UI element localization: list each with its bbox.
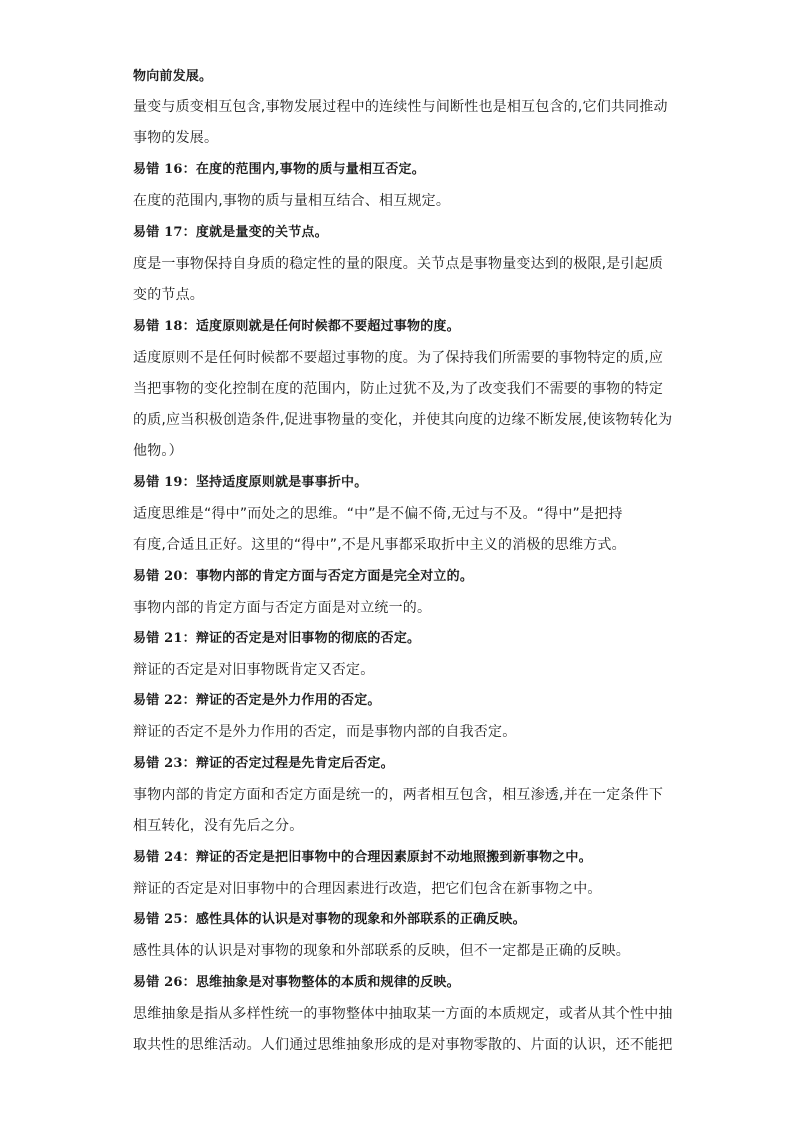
error-heading: 易错 19：坚持适度原则就是事事折中。 xyxy=(133,475,368,490)
error-heading: 易错 16：在度的范围内,事物的质与量相互否定。 xyxy=(133,162,425,177)
error-heading: 易错 22：辩证的否定是外力作用的否定。 xyxy=(133,693,381,708)
text-line: 在度的范围内,事物的质与量相互结合、相互规定。 xyxy=(133,193,451,209)
error-heading: 易错 18：适度原则就是任何时候都不要超过事物的度。 xyxy=(133,319,460,334)
error-heading: 易错 17：度就是量变的关节点。 xyxy=(133,225,328,240)
text-line: 事物内部的肯定方面与否定方面是对立统一的。 xyxy=(133,600,432,616)
text-line: 辩证的否定是对旧事物既肯定又否定。 xyxy=(133,662,375,678)
text-line: 量变与质变相互包含,事物发展过程中的连续性与间断性也是相互包含的,它们共同推动 xyxy=(133,99,668,115)
error-heading: 易错 25：感性具体的认识是对事物的现象和外部联系的正确反映。 xyxy=(133,912,526,927)
error-heading: 易错 21：辩证的否定是对旧事物的彻底的否定。 xyxy=(133,631,421,646)
text-line: 辩证的否定不是外力作用的否定，而是事物内部的自我否定。 xyxy=(133,724,517,740)
text-line: 取共性的思维活动。人们通过思维抽象形成的是对事物零散的、片面的认识，还不能把 xyxy=(133,1037,673,1053)
error-heading: 易错 26：思维抽象是对事物整体的本质和规律的反映。 xyxy=(133,975,460,990)
text-line: 的质,应当积极创造条件,促进事物量的变化，并使其向度的边缘不断发展,使该物转化为 xyxy=(133,412,673,428)
text-line: 有度,合适且正好。这里的“得中”,不是凡事都采取折中主义的消极的思维方式。 xyxy=(133,537,626,553)
error-heading: 易错 24：辩证的否定是把旧事物中的合理因素原封不动地照搬到新事物之中。 xyxy=(133,850,592,865)
text-line: 当把事物的变化控制在度的范围内，防止过犹不及,为了改变我们不需要的事物的特定 xyxy=(133,381,664,397)
text-line: 适度原则不是任何时候都不要超过事物的度。为了保持我们所需要的事物特定的质,应 xyxy=(133,350,664,366)
text-line: 相互转化，没有先后之分。 xyxy=(133,818,304,834)
error-heading: 易错 20：事物内部的肯定方面与否定方面是完全对立的。 xyxy=(133,569,474,584)
text-line: 辩证的否定是对旧事物中的合理因素进行改造，把它们包含在新事物之中。 xyxy=(133,881,602,897)
text-line: 度是一事物保持自身质的稳定性的量的限度。关节点是事物量变达到的极限,是引起质 xyxy=(133,256,664,272)
text-line: 事物内部的肯定方面和否定方面是统一的，两者相互包含，相互渗透,并在一定条件下 xyxy=(133,787,664,803)
text-line: 适度思维是“得中”而处之的思维。“中”是不偏不倚,无过与不及。“得中”是把持 xyxy=(133,506,623,522)
text-line: 事物的发展。 xyxy=(133,130,219,146)
text-line: 变的节点。 xyxy=(133,287,204,303)
text-line: 思维抽象是指从多样性统一的事物整体中抽取某一方面的本质规定，或者从其个性中抽 xyxy=(133,1006,673,1022)
error-heading: 易错 23：辩证的否定过程是先肯定后否定。 xyxy=(133,756,394,771)
text-line: 物向前发展。 xyxy=(133,69,213,84)
text-line: 感性具体的认识是对事物的现象和外部联系的反映，但不一定都是正确的反映。 xyxy=(133,943,630,959)
text-line: 他物。） xyxy=(133,443,183,459)
